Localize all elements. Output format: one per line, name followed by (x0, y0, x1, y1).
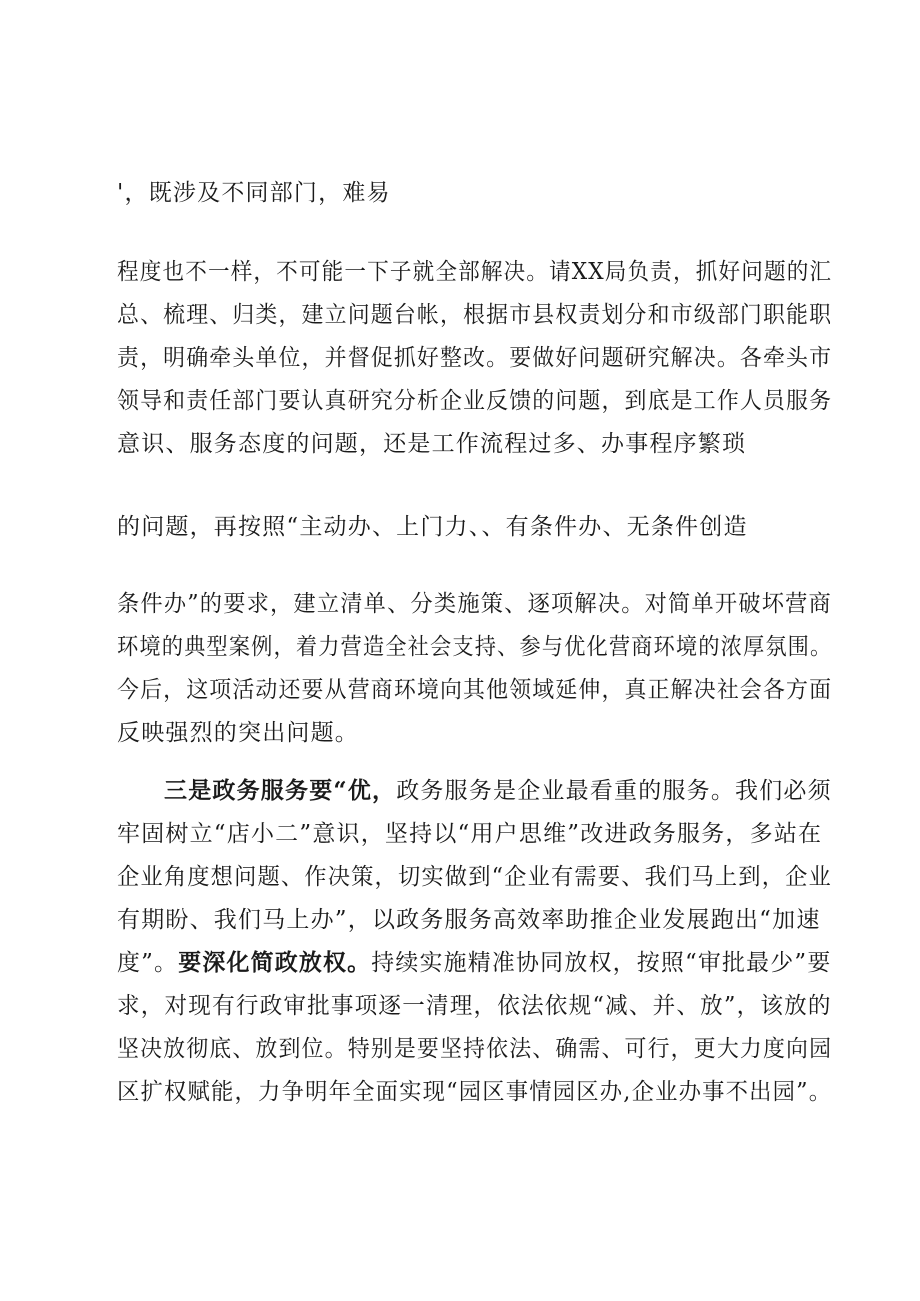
subsection-heading: 要深化简政放权。 (178, 949, 372, 976)
paragraph-line: 程度也不一样，不可能一下子就全部解决。请XX局负责，抓好问题的汇 (117, 259, 833, 285)
paragraph-line: 环境的典型案例，着力营造全社会支持、参与优化营商环境的浓厚氛围。 (117, 634, 833, 660)
paragraph-line: 度”。要深化简政放权。持续实施精准协同放权，按照“审批最少”要 (117, 949, 832, 976)
section-heading: 三是政务服务要“优， (164, 777, 397, 804)
paragraph-line: 区扩权赋能，力争明年全面实现“园区事情园区办,企业办事不出园”。 (117, 1079, 833, 1105)
paragraph-line: 总、梳理、归类，建立问题台帐，根据市县权责划分和市级部门职能职 (117, 302, 833, 328)
paragraph-line: 反映强烈的突出问题。 (117, 720, 359, 746)
paragraph-line-heading: 三是政务服务要“优，政务服务是企业最看重的服务。我们必须 (164, 777, 832, 804)
paragraph-line: 责，明确牵头单位，并督促抓好整改。要做好问题研究解决。各牵头市 (117, 345, 833, 371)
paragraph-line: 今后，这项活动还要从营商环境向其他领域延伸，真正解决社会各方面 (117, 677, 833, 703)
paragraph-line: 有期盼、我们马上办”，以政务服务高效率助推企业发展跑出“加速 (117, 907, 821, 933)
paragraph-line: 领导和责任部门要认真研究分析企业反馈的问题，到底是工作人员服务 (117, 388, 833, 414)
paragraph-line: 条件办”的要求，建立清单、分类施策、逐项解决。对简单开破坏营商 (117, 591, 832, 617)
paragraph-line: '，既涉及不同部门，难易 (117, 180, 391, 206)
paragraph-line: 坚决放彻底、放到位。特别是要坚持依法、确需、可行，更大力度向园 (117, 1036, 833, 1062)
paragraph-line: 意识、服务态度的问题，还是工作流程过多、办事程序繁琐 (117, 431, 747, 457)
paragraph-line: 牢固树立“店小二”意识，坚持以“用户思维”改进政务服务，多站在 (117, 821, 823, 847)
paragraph-line: 求，对现有行政审批事项逐一清理，依法依规“减、并、放”，该放的 (117, 993, 832, 1019)
paragraph-line: 的问题，再按照“主动办、上门力、、有条件办、无条件创造 (117, 514, 748, 540)
paragraph-line: 企业角度想问题、作决策，切实做到“企业有需要、我们马上到，企业 (117, 864, 832, 890)
